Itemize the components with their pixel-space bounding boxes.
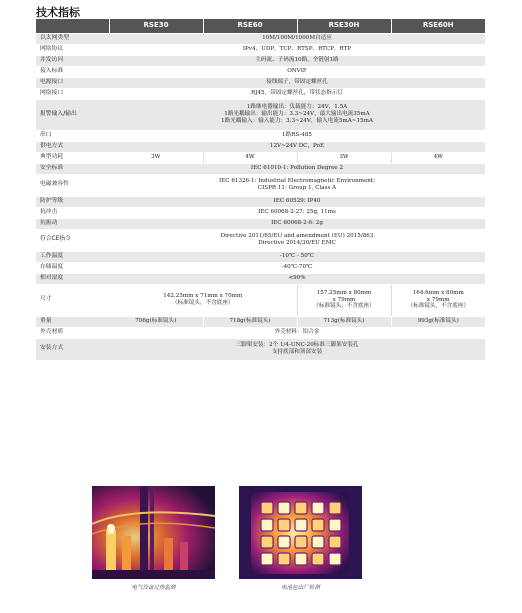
table-row [36, 338, 485, 360]
table-row [36, 316, 485, 327]
table-row [36, 229, 485, 251]
table-header-row [36, 19, 485, 33]
table-row [36, 130, 485, 141]
row-value: 4W [203, 152, 297, 163]
header-model: RSE30H [297, 19, 391, 33]
row-value: Directive 2011/65/EU and amendment (EU) 2015/863 Directive 2014/30/EU EMC [109, 229, 485, 251]
table-row [36, 88, 485, 99]
row-value: IEC 61326-1: Industrial Electromagnetic Environment; CISPR 11: Group 1, Class A [109, 174, 485, 196]
row-label: 以太网类型 [36, 33, 109, 44]
row-value: 12V~24V DC，PoE [109, 141, 485, 152]
row-value: 164.6mm x 80mm x 79mm （标准镜头，不含底座） [391, 284, 485, 316]
row-value: 外壳材料：铝合金 [109, 327, 485, 338]
row-value: 142.25mm x 71mm x 70mm （标准镜头，不含底座） [109, 284, 297, 316]
table-row [36, 327, 485, 338]
page-title: 技术指标 [36, 6, 80, 19]
row-value: 三脚架安装：2个 1/4-UNC-20标准三脚架安装孔 支持底部和顶部安装 [109, 338, 485, 360]
row-label: 接入标准 [36, 66, 109, 77]
row-value: <90% [109, 273, 485, 284]
header-corner [36, 19, 109, 33]
row-label: 存储温度 [36, 262, 109, 273]
row-value: 718g(标准镜头) [203, 316, 297, 327]
table-row [36, 77, 485, 88]
row-label: 相对湿度 [36, 273, 109, 284]
table-row [36, 284, 485, 316]
row-value: 993g(标准镜头) [391, 316, 485, 327]
row-value: -40℃-70℃ [109, 262, 485, 273]
header-model: RSE60 [203, 19, 297, 33]
table-row [36, 262, 485, 273]
row-label: 抗冲击 [36, 207, 109, 218]
row-value: 4W [391, 152, 485, 163]
row-value: 157.25mm x 80mm x 79mm （标准镜头，不含底座） [297, 284, 391, 316]
row-label: 供电方式 [36, 141, 109, 152]
row-value: 1路RS-485 [109, 130, 485, 141]
row-label: 外壳材质 [36, 327, 109, 338]
row-label: 报警输入/输出 [36, 99, 109, 130]
row-value: RJ45，带固定螺丝孔，带状态指示灯 [109, 88, 485, 99]
table-row [36, 163, 485, 174]
table-row [36, 33, 485, 44]
row-value: 1路继电器输出：负载能力：24V，1.5A 1路光耦输出：输出能力：3.3~24V，最大输出电流35mA 1路光耦输入：输入能力：3.3~24V，输入电流5mA~15mA [109, 99, 485, 130]
table-row [36, 44, 485, 55]
row-value: ONVIF [109, 66, 485, 77]
table-row [36, 152, 485, 163]
row-value: 3W [297, 152, 391, 163]
table-row [36, 273, 485, 284]
row-value: IEC 61010-1: Pollution Degree 2 [109, 163, 485, 174]
row-value: 10M/100M/1000M自适应 [109, 33, 485, 44]
row-value: 713g(标准镜头) [297, 316, 391, 327]
table-row [36, 66, 485, 77]
image-caption: 电气设备过热监测 [131, 585, 176, 591]
row-label: 电源接口 [36, 77, 109, 88]
spec-table [36, 19, 485, 361]
spec-table-body [36, 33, 485, 360]
row-label: 安全标准 [36, 163, 109, 174]
table-row [36, 196, 485, 207]
thermal-image-electrical [92, 486, 215, 579]
table-row [36, 251, 485, 262]
table-row [36, 55, 485, 66]
table-row [36, 141, 485, 152]
row-label: 抗振动 [36, 218, 109, 229]
row-label: 网络接口 [36, 88, 109, 99]
row-value: IPv4、UDP、TCP、RTSP、RTCP、RTP [109, 44, 485, 55]
row-label: 串口 [36, 130, 109, 141]
row-label: 网络协议 [36, 44, 109, 55]
table-row [36, 99, 485, 130]
row-value: 706g(标准镜头) [109, 316, 203, 327]
row-label: 防护等级 [36, 196, 109, 207]
row-label: 工作温度 [36, 251, 109, 262]
header-model: RSE60H [391, 19, 485, 33]
row-label: 典型功耗 [36, 152, 109, 163]
row-label: 电磁兼容性 [36, 174, 109, 196]
row-value: 3W [109, 152, 203, 163]
row-value: IEC 60529: IP40 [109, 196, 485, 207]
row-label: 尺寸 [36, 284, 109, 316]
header-model: RSE30 [109, 19, 203, 33]
row-value: IEC 60068-2-27: 25g, 11ms [109, 207, 485, 218]
table-row [36, 218, 485, 229]
image-caption: 电池包出厂检测 [281, 585, 320, 591]
row-value: 接线端子，带固定螺丝孔 [109, 77, 485, 88]
row-label: 重量 [36, 316, 109, 327]
thermal-image-battery [239, 486, 362, 579]
table-row [36, 207, 485, 218]
row-value: 主码流、子码流10路，全链射1路 [109, 55, 485, 66]
table-row [36, 174, 485, 196]
row-label: 符合CE指令 [36, 229, 109, 251]
row-value: -10℃ - 50℃ [109, 251, 485, 262]
row-label: 安装方式 [36, 338, 109, 360]
row-value: IEC 60068-2-6: 2g [109, 218, 485, 229]
row-label: 并发访问 [36, 55, 109, 66]
